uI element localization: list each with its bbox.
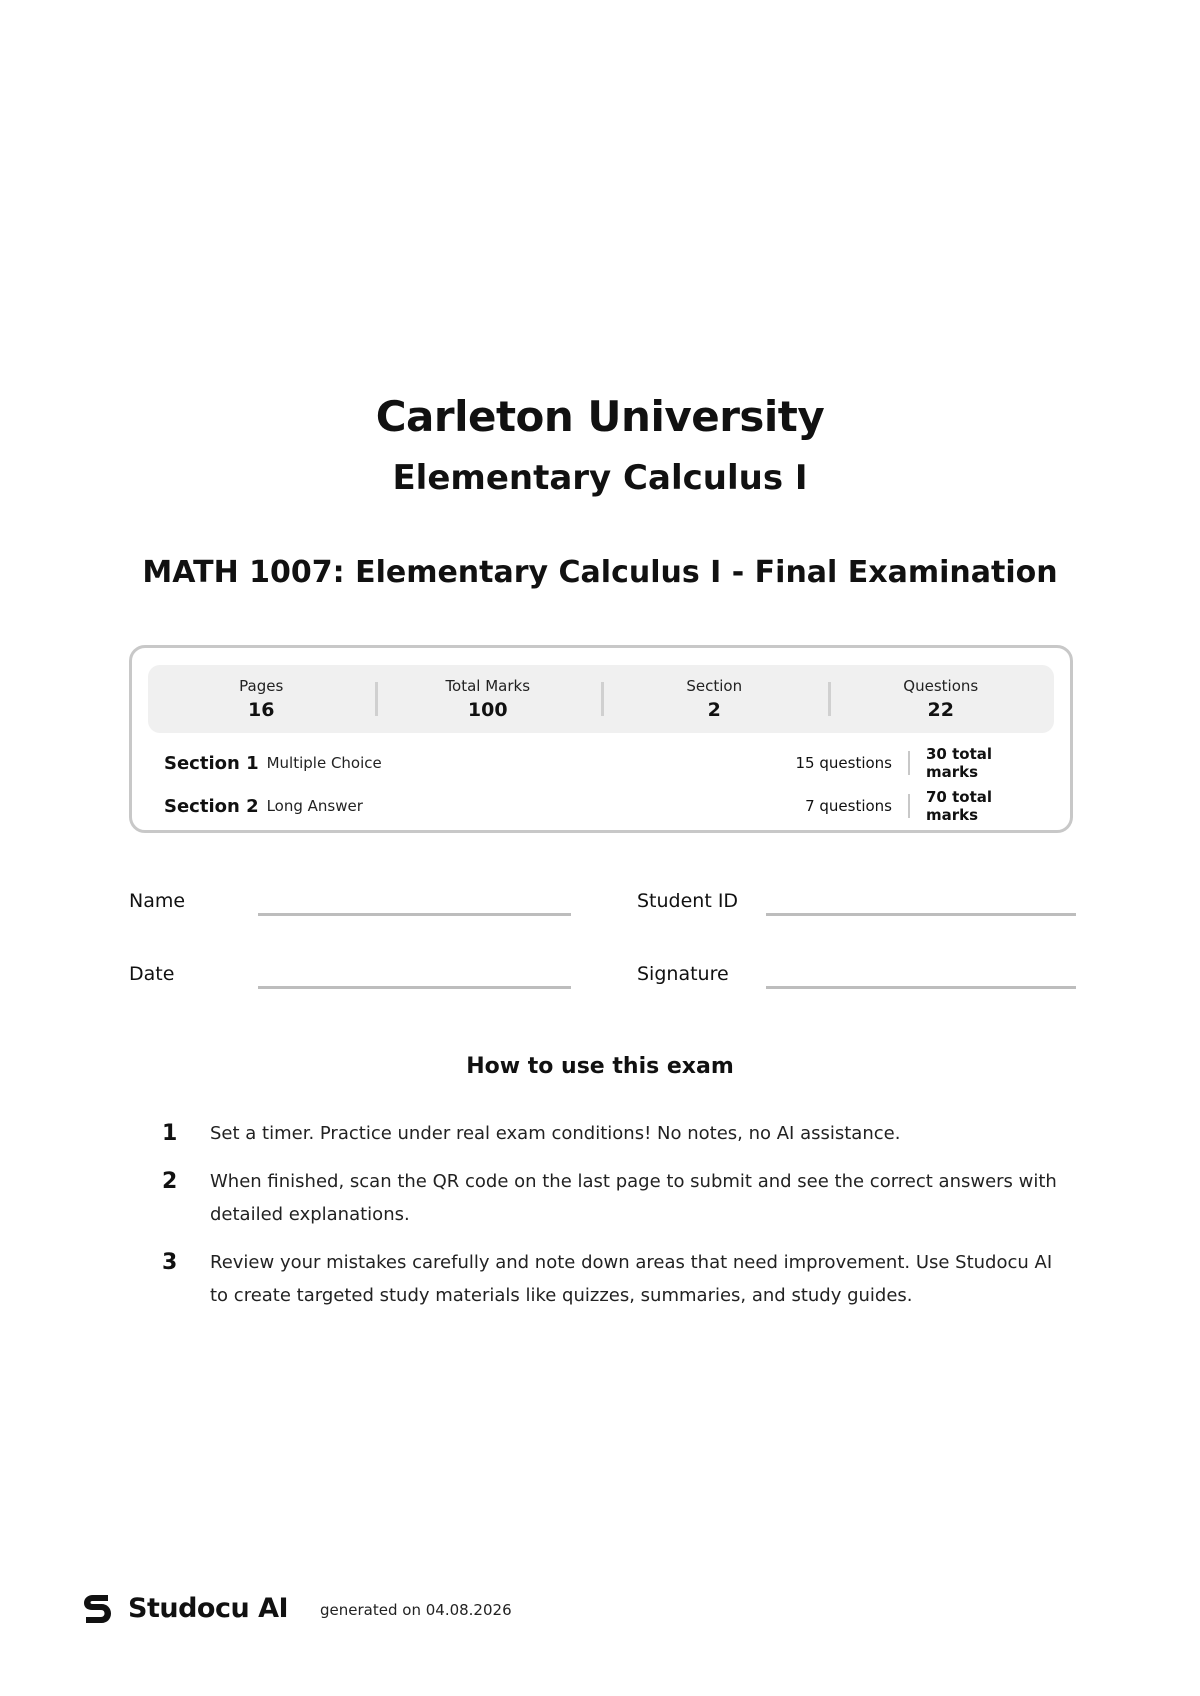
stat-label: Questions	[903, 677, 979, 695]
exam-title: MATH 1007: Elementary Calculus I - Final Examination	[142, 555, 1058, 590]
date-field[interactable]	[258, 986, 571, 989]
stat-label: Pages	[239, 677, 284, 695]
stat-value: 16	[248, 699, 275, 721]
step-number: 3	[162, 1250, 178, 1275]
step-number: 2	[162, 1169, 178, 1194]
footer	[78, 1588, 512, 1628]
section-name: Section 1	[164, 752, 259, 774]
university-title: Carleton University	[375, 392, 825, 441]
section-type: Multiple Choice	[266, 754, 382, 772]
section-question-count: 7 questions	[805, 794, 910, 818]
stat-pages	[148, 665, 375, 733]
section-name: Section 2	[164, 795, 259, 817]
howto-step-2	[162, 1165, 1062, 1231]
section-type: Long Answer	[266, 797, 363, 815]
exam-info-box	[129, 645, 1073, 833]
step-text: Review your mistakes carefully and note down areas that need improvement. Use Studocu AI to create targeted study materials like quizzes, summaries, and study guides.	[210, 1252, 1053, 1306]
student-id-label: Student ID	[637, 890, 739, 912]
stat-value: 100	[467, 699, 508, 721]
generated-date: generated on 04.08.2026	[320, 1601, 512, 1619]
stat-total-marks	[375, 665, 602, 733]
course-subtitle: Elementary Calculus I	[392, 458, 808, 498]
howto-step-1	[162, 1117, 1062, 1150]
step-number: 1	[162, 1121, 178, 1146]
name-label: Name	[129, 890, 186, 912]
stat-questions	[828, 665, 1055, 733]
stat-label: Section	[686, 677, 743, 695]
section-row-2	[164, 788, 1044, 824]
step-text: Set a timer. Practice under real exam conditions! No notes, no AI assistance.	[210, 1123, 901, 1144]
section-row-1	[164, 745, 1044, 781]
name-field[interactable]	[258, 913, 571, 916]
howto-title: How to use this exam	[466, 1054, 734, 1079]
stat-value: 2	[707, 699, 721, 721]
section-marks: 30 total marks	[926, 745, 993, 781]
date-label: Date	[129, 963, 175, 985]
brand-name: Studocu AI	[128, 1592, 289, 1624]
stat-label: Total Marks	[445, 677, 531, 695]
stat-section	[601, 665, 828, 733]
studocu-logo-icon	[78, 1589, 116, 1627]
student-id-field[interactable]	[766, 913, 1076, 916]
section-question-count: 15 questions	[796, 751, 910, 775]
section-marks: 70 total marks	[926, 788, 993, 824]
howto-step-3	[162, 1246, 1062, 1312]
signature-label: Signature	[637, 963, 729, 985]
signature-field[interactable]	[766, 986, 1076, 989]
stat-value: 22	[927, 699, 954, 721]
exam-stats-row	[148, 665, 1054, 733]
step-text: When finished, scan the QR code on the last page to submit and see the correct answers with detailed explanations.	[210, 1171, 1057, 1225]
